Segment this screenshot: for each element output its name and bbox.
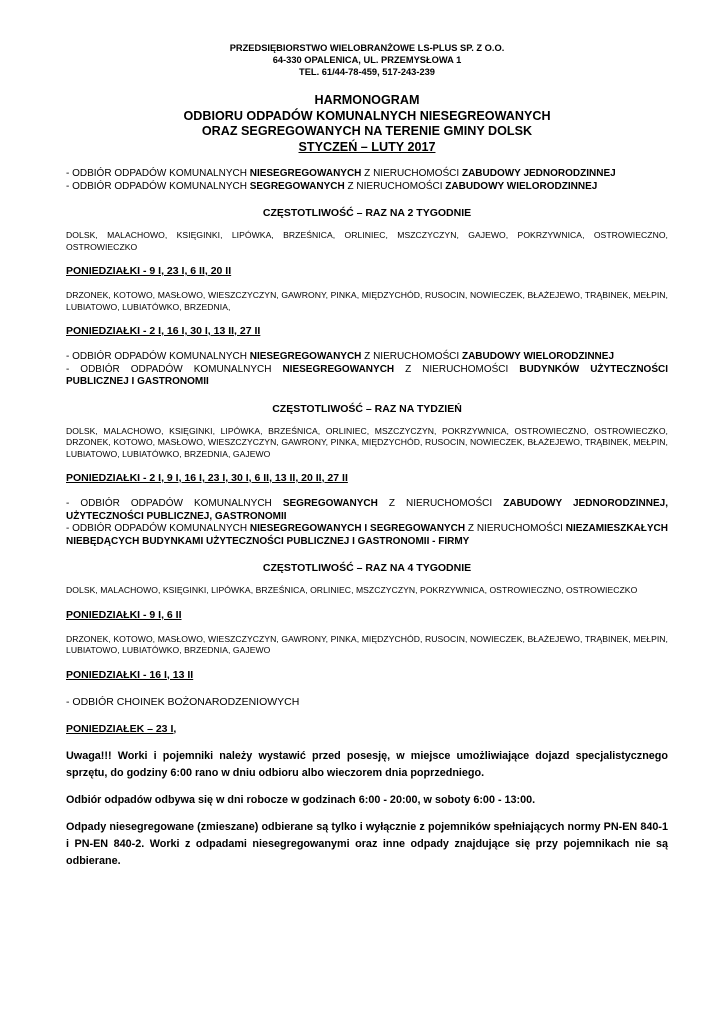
section1-towns-1: DOLSK, MALACHOWO, KSIĘGINKI, LIPÓWKA, BRZEŚNICA, ORLINIEC, MSZCZYCZYN, GAJEWO, POKRZYWNICA, OSTROWIECZNO, OSTROWIECZKO (66, 230, 668, 252)
section4-days: PONIEDZIAŁEK – 23 I, (66, 722, 177, 735)
section2-frequency: CZĘSTOTLIWOŚĆ – RAZ NA TYDZIEŃ (272, 402, 462, 415)
section3-frequency: CZĘSTOTLIWOŚĆ – RAZ NA 4 TYGODNIE (262, 562, 472, 574)
title-line-2: ODBIORU ODPADÓW KOMUNALNYCH NIESEGREOWANYCH (183, 108, 551, 123)
note-warning: Uwaga!!! Worki i pojemniki należy wystawić przed posesję, w miejsce umożliwiające dojazd specjalistycznego sprzętu, do godziny 6:00 rano w dniu odbioru albo wieczorem dnia poprzedniego. (66, 749, 668, 779)
section3-towns-2: DRZONEK, KOTOWO, MASŁOWO, WIESZCZYCZYN, GAWRONY, PINKA, MIĘDZYCHÓD, RUSOCIN, NOWIECZEK, BŁAŻEJEWO, TRĄBINEK, MEŁPIN, LUBIATOWO, LUBIATÓWKO, BRZEDNIA, GAJEWO (66, 633, 668, 655)
section3-intro-2: - ODBIÓR ODPADÓW KOMUNALNYCH NIESEGREGOWANYCH I SEGREGOWANYCH Z NIERUCHOMOŚCI NIEZAMIESZKAŁYCH NIEBĘDĄCYCH BUDYNKAMI UŻYTECZNOŚCI PUBLICZNEJ I GASTRONOMII - FIRMY (66, 523, 669, 547)
document-title (66, 93, 668, 155)
section4-intro: - ODBIÓR CHOINEK BOŻONARODZENIOWYCH (66, 695, 300, 708)
document-page (66, 42, 668, 870)
company-header (66, 42, 668, 78)
section1-days-2: PONIEDZIAŁKI - 2 I, 16 I, 30 I, 13 II, 27 II (66, 325, 261, 337)
section2-towns: DOLSK, MALACHOWO, KSIĘGINKI, LIPÓWKA, BRZEŚNICA, ORLINIEC, MSZCZYCZYN, POKRZYWNICA, OSTROWIECZNO, OSTROWIECZKO, DRZONEK, KOTOWO, MASŁOWO, WIESZCZYCZYN, GAWRONY, PINKA, MIĘDZYCHÓD, RUSOCIN, NOWIECZEK, BŁAŻEJEWO, TRĄBINEK, MEŁPIN, LUBIATOWO, LUBIATÓWKO, BRZEDNIA, GAJEWO (66, 425, 668, 459)
section3-days-1: PONIEDZIAŁKI - 9 I, 6 II (66, 608, 182, 621)
section2-intro-2: - ODBIÓR ODPADÓW KOMUNALNYCH NIESEGREGOWANYCH Z NIERUCHOMOŚCI BUDYNKÓW UŻYTECZNOŚCI PUBLICZNEJ I GASTRONOMII (66, 363, 668, 387)
company-phone: TEL. 61/44-78-459, 517-243-239 (299, 67, 435, 77)
section1-intro-2: - ODBIÓR ODPADÓW KOMUNALNYCH SEGREGOWANYCH Z NIERUCHOMOŚCI ZABUDOWY WIELORODZINNEJ (66, 180, 598, 192)
section2-intro-1: - ODBIÓR ODPADÓW KOMUNALNYCH NIESEGREGOWANYCH Z NIERUCHOMOŚCI ZABUDOWY WIELORODZINNEJ (66, 351, 615, 362)
section1-intro-1: - ODBIÓR ODPADÓW KOMUNALNYCH NIESEGREGOWANYCH Z NIERUCHOMOŚCI ZABUDOWY JEDNORODZINNEJ (66, 168, 616, 179)
section3-days-2: PONIEDZIAŁKI - 16 I, 13 II (66, 668, 194, 681)
company-name: PRZEDSIĘBIORSTWO WIELOBRANŻOWE LS-PLUS SP. Z O.O. (229, 43, 505, 53)
title-line-3: ORAZ SEGREGOWANYCH NA TERENIE GMINY DOLSK (201, 124, 533, 138)
section3-towns-1: DOLSK, MALACHOWO, KSIĘGINKI, LIPÓWKA, BRZEŚNICA, ORLINIEC, MSZCZYCZYN, POKRZYWNICA, OSTROWIECZNO, OSTROWIECZKO (66, 585, 638, 595)
section1-frequency: CZĘSTOTLIWOŚĆ – RAZ NA 2 TYGODNIE (262, 207, 472, 219)
section1-towns-2: DRZONEK, KOTOWO, MASŁOWO, WIESZCZYCZYN, GAWRONY, PINKA, MIĘDZYCHÓD, RUSOCIN, NOWIECZEK, BŁAŻEJEWO, TRĄBINEK, MEŁPIN, LUBIATOWO, LUBIATÓWKO, BRZEDNIA, (66, 290, 668, 312)
note-containers: Odpady niesegregowane (zmieszane) odbierane są tylko i wyłącznie z pojemników spełniających normy PN-EN 840-1 i PN-EN 840-2. Worki z odpadami niesegregowanymi oraz inne odpady znajdujące się przy pojemnikach nie są odbierane. (66, 820, 668, 867)
note-hours: Odbiór odpadów odbywa się w dni robocze w godzinach 6:00 - 20:00, w soboty 6:00 - 13:00. (66, 793, 536, 806)
title-line-1: HARMONOGRAM (314, 93, 420, 107)
section2-days: PONIEDZIAŁKI - 2 I, 9 I, 16 I, 23 I, 30 I, 6 II, 13 II, 20 II, 27 II (66, 472, 348, 484)
company-address: 64-330 OPALENICA, UL. PRZEMYSŁOWA 1 (272, 55, 462, 65)
section1-days-1: PONIEDZIAŁKI - 9 I, 23 I, 6 II, 20 II (66, 265, 232, 277)
section3-intro-1: - ODBIÓR ODPADÓW KOMUNALNYCH SEGREGOWANYCH Z NIERUCHOMOŚCI ZABUDOWY JEDNORODZINNEJ, UŻYTECZNOŚCI PUBLICZNEJ, GASTRONOMII (66, 498, 669, 522)
title-period: STYCZEŃ – LUTY 2017 (298, 139, 436, 154)
